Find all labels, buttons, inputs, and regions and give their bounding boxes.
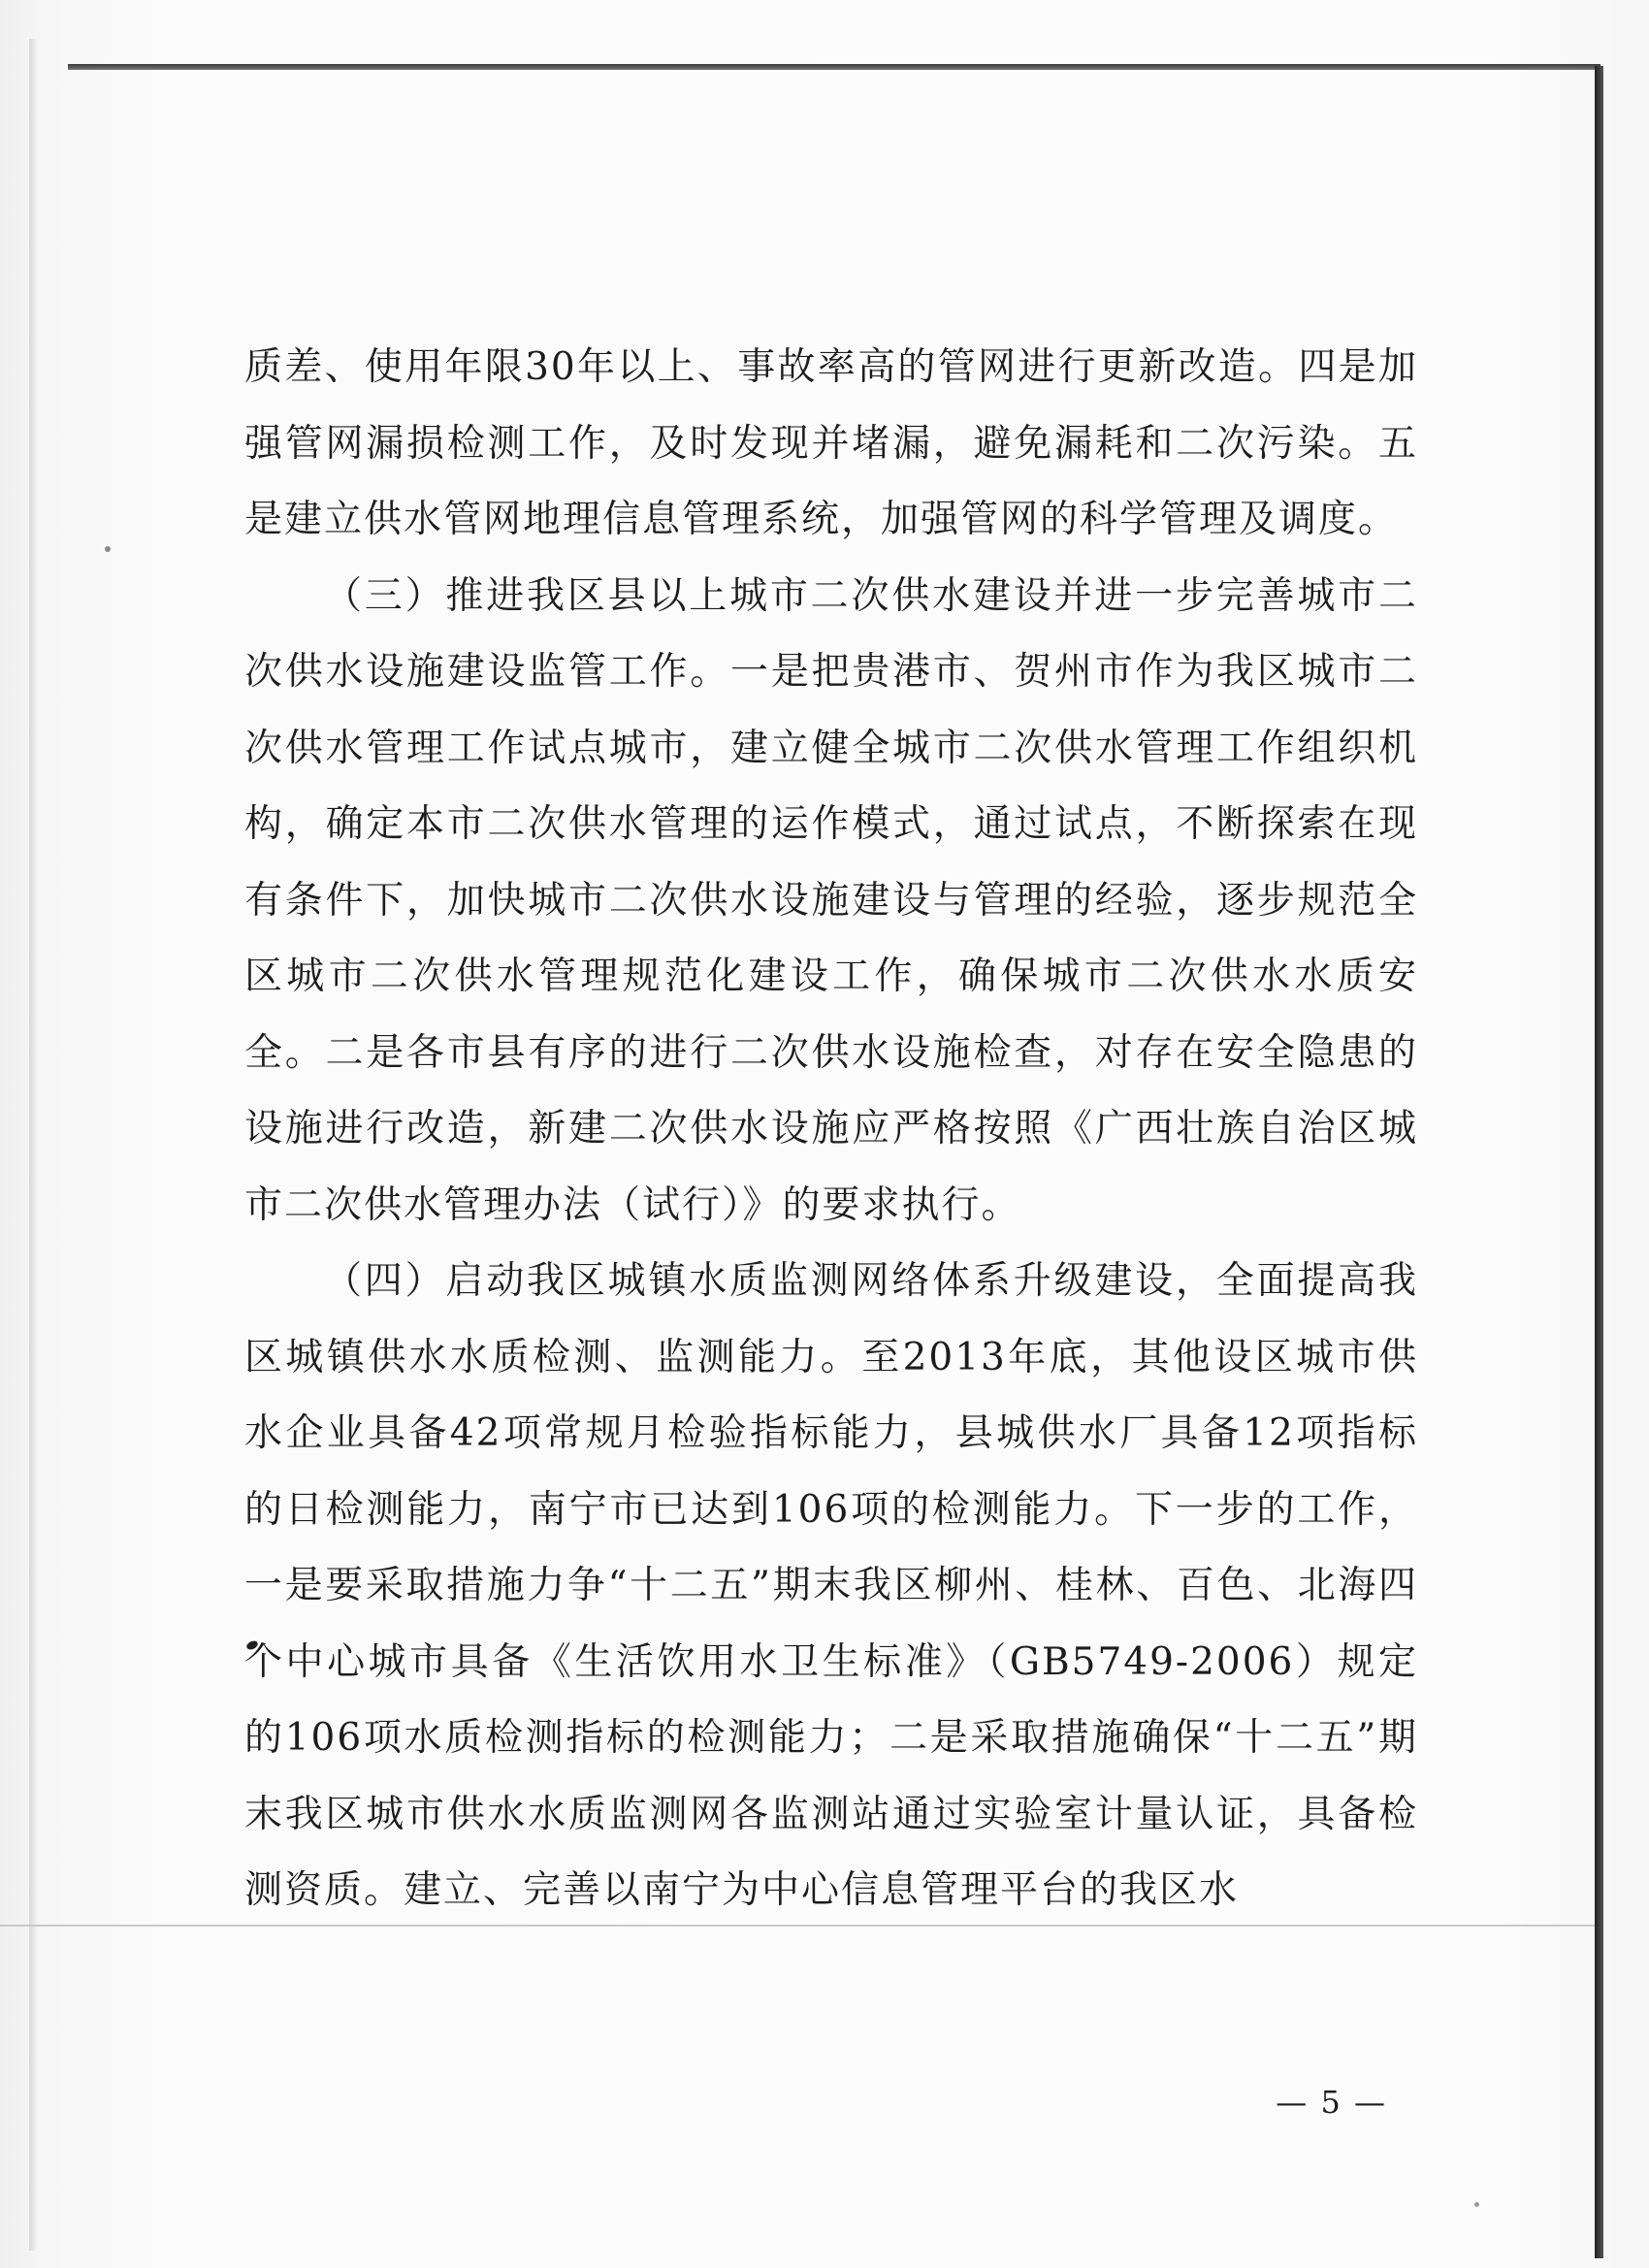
paragraph-pipe-network: 质差、使用年限30年以上、事故率高的管网进行更新改造。四是加强管网漏损检测工作，及时发现并堵漏，避免漏耗和二次污染。五是建立供水管网地理信息管理系统，加强管网的科学管理及调度。 xyxy=(244,345,1418,541)
page-number: — 5 — xyxy=(1276,2084,1387,2121)
document-body xyxy=(244,330,1418,1929)
scan-speck xyxy=(105,546,111,552)
scan-speck xyxy=(1474,2202,1479,2207)
scan-right-edge xyxy=(1595,66,1603,2258)
scan-left-edge xyxy=(29,39,37,2251)
paragraph-secondary-water-supply: （三）推进我区县以上城市二次供水建设并进一步完善城市二次供水设施建设监管工作。一是把贵港市、贺州市作为我区城市二次供水管理工作试点城市，建立健全城市二次供水管理工作组织机构，确定本市二次供水管理的运作模式，通过试点，不断探索在现有条件下，加快城市二次供水设施建设与管理的经验，逐步规范全区城市二次供水管理规范化建设工作，确保城市二次供水水质安全。二是各市县有序的进行二次供水设施检查，对存在安全隐患的设施进行改造，新建二次供水设施应严格按照《广西壮族自治区城市二次供水管理办法（试行）》的要求执行。 xyxy=(244,573,1418,1227)
paragraph-water-quality-monitoring: （四）启动我区城镇水质监测网络体系升级建设，全面提高我区城镇供水水质检测、监测能力。至2013年底，其他设区城市供水企业具备42项常规月检验指标能力，县城供水厂具备12项指标的日检测能力，南宁市已达到106项的检测能力。下一步的工作，一是要采取措施力争“十二五”期末我区柳州、桂林、百色、北海四个中心城市具备《生活饮用水卫生标准》（GB5749-2006）规定的106项水质检测指标的检测能力；二是采取措施确保“十二五”期末我区城市供水水质监测网各监测站通过实验室计量认证，具备检测资质。建立、完善以南宁为中心信息管理平台的我区水 xyxy=(244,1259,1418,1912)
scan-top-edge xyxy=(68,64,1600,70)
